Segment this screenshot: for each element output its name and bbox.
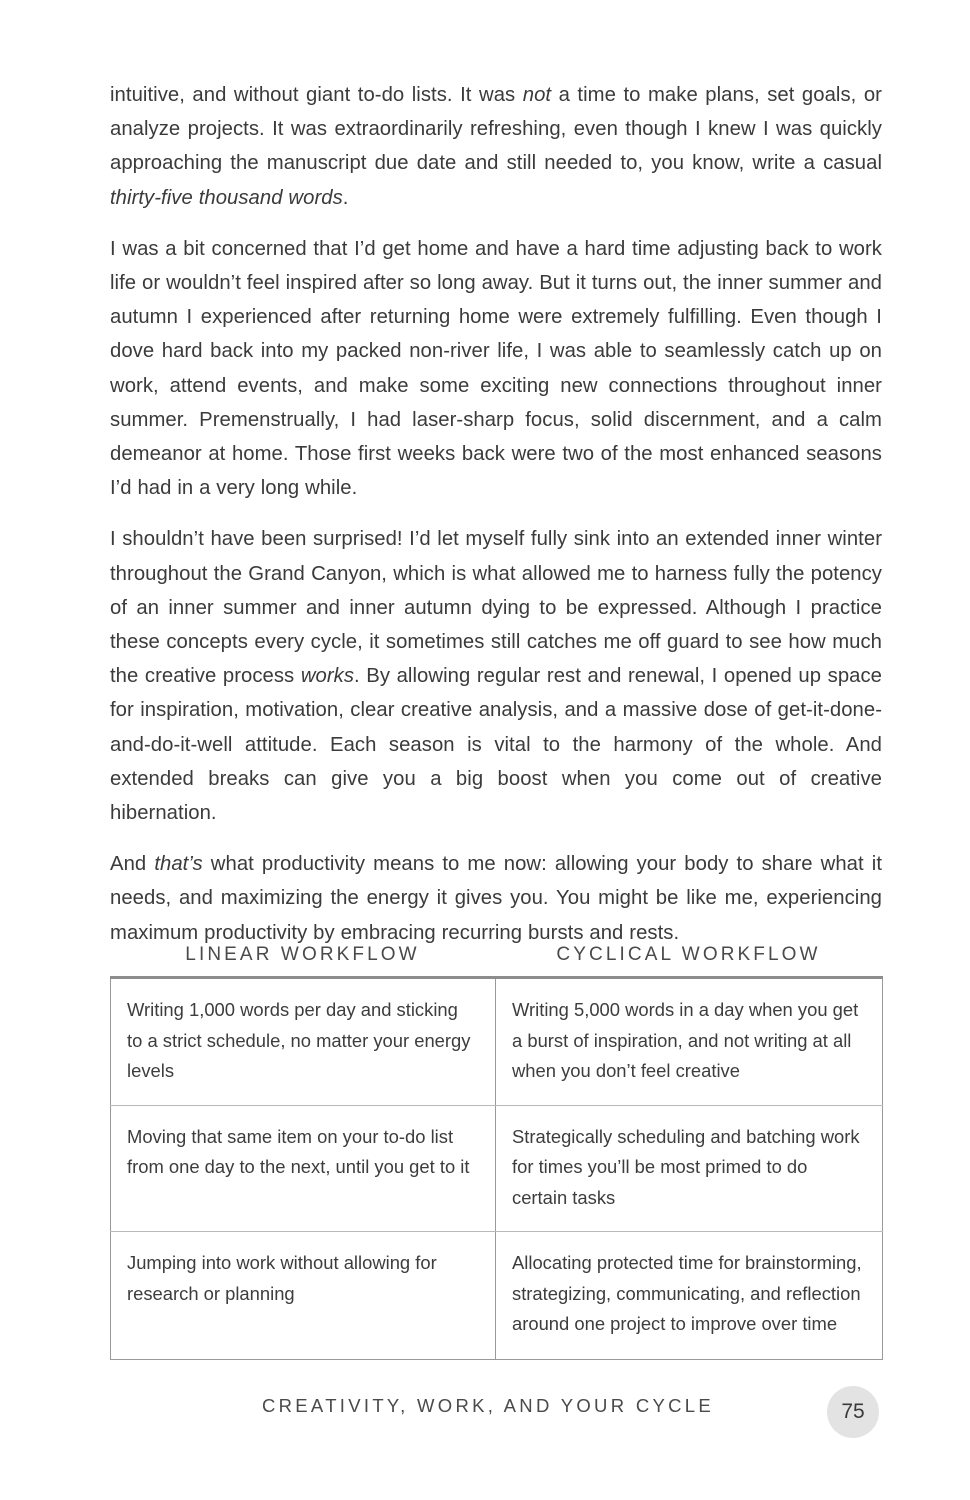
linear-cell-2: Moving that same item on your to-do list from one day to the next, until you get to it	[111, 1105, 496, 1232]
page-footer	[0, 1386, 970, 1446]
footer-chapter-title: CREATIVITY, WORK, AND YOUR CYCLE	[261, 1395, 715, 1416]
comparison-table	[110, 976, 883, 1360]
paragraph-3: I shouldn’t have been surprised! I’d let myself fully sink into an extended inner winter throughout the Grand Canyon, which is what allowed me to harness fully the potency of an inner summer and inner autumn dying to be expressed. Although I practice these concepts every cycle, it sometimes still catches me off guard to see how much the creative process works. By allowing regular rest and renewal, I opened up space for inspiration, motivation, clear creative analysis, and a massive dose of get-it-done-and-do-it-well attitude. Each season is vital to the harmony of the whole. And extended breaks can give you a big boost when you come out of creative hibernation.	[110, 528, 882, 825]
table-row	[111, 978, 883, 1106]
table-row	[111, 1232, 883, 1360]
page-body-text	[110, 78, 882, 950]
linear-cell-3: Jumping into work without allowing for research or planning	[111, 1232, 496, 1360]
comparison-table-headers	[110, 944, 882, 966]
column-header-cyclical: CYCLICAL WORKFLOW	[556, 944, 821, 965]
page-number-badge	[827, 1386, 879, 1438]
workflow-comparison	[110, 944, 882, 1360]
cyclical-cell-3: Allocating protected time for brainstorming, strategizing, communicating, and reflection around one project to improve over time	[512, 1252, 862, 1334]
page-number: 75	[841, 1400, 865, 1423]
column-header-linear: LINEAR WORKFLOW	[185, 944, 420, 965]
linear-cell-1: Writing 1,000 words per day and sticking to a strict schedule, no matter your energy levels	[111, 978, 496, 1106]
paragraph-2: I was a bit concerned that I’d get home and have a hard time adjusting back to work life or wouldn’t feel inspired after so long away. But it turns out, the inner summer and autumn I experienced after returning home were extremely fulfilling. Even though I dove hard back into my packed non-river life, I was able to seamlessly catch up on work, attend events, and make some exciting new connections throughout inner summer. Premenstrually, I had laser-sharp focus, solid discernment, and a calm demeanor at home. Those first weeks back were two of the most enhanced seasons I’d had in a very long while.	[110, 237, 882, 500]
paragraph-4: And that’s what productivity means to me now: allowing your body to share what it needs, and maximizing the energy it gives you. You might be like me, experiencing maximum productivity by embracing recurring bursts and rests.	[110, 853, 883, 944]
paragraph-1: intuitive, and without giant to-do lists. It was not a time to make plans, set goals, or analyze projects. It was extraordinarily refreshing, even though I knew I was quickly approaching the manuscript due date and still needed to, you know, write a casual thirty-five thousand words.	[110, 84, 882, 209]
cyclical-cell-2: Strategically scheduling and batching work for times you’ll be most primed to do certain tasks	[496, 1105, 883, 1232]
table-row	[111, 1105, 883, 1232]
cyclical-cell-1: Writing 5,000 words in a day when you get a burst of inspiration, and not writing at all when you don’t feel creative	[496, 978, 883, 1106]
